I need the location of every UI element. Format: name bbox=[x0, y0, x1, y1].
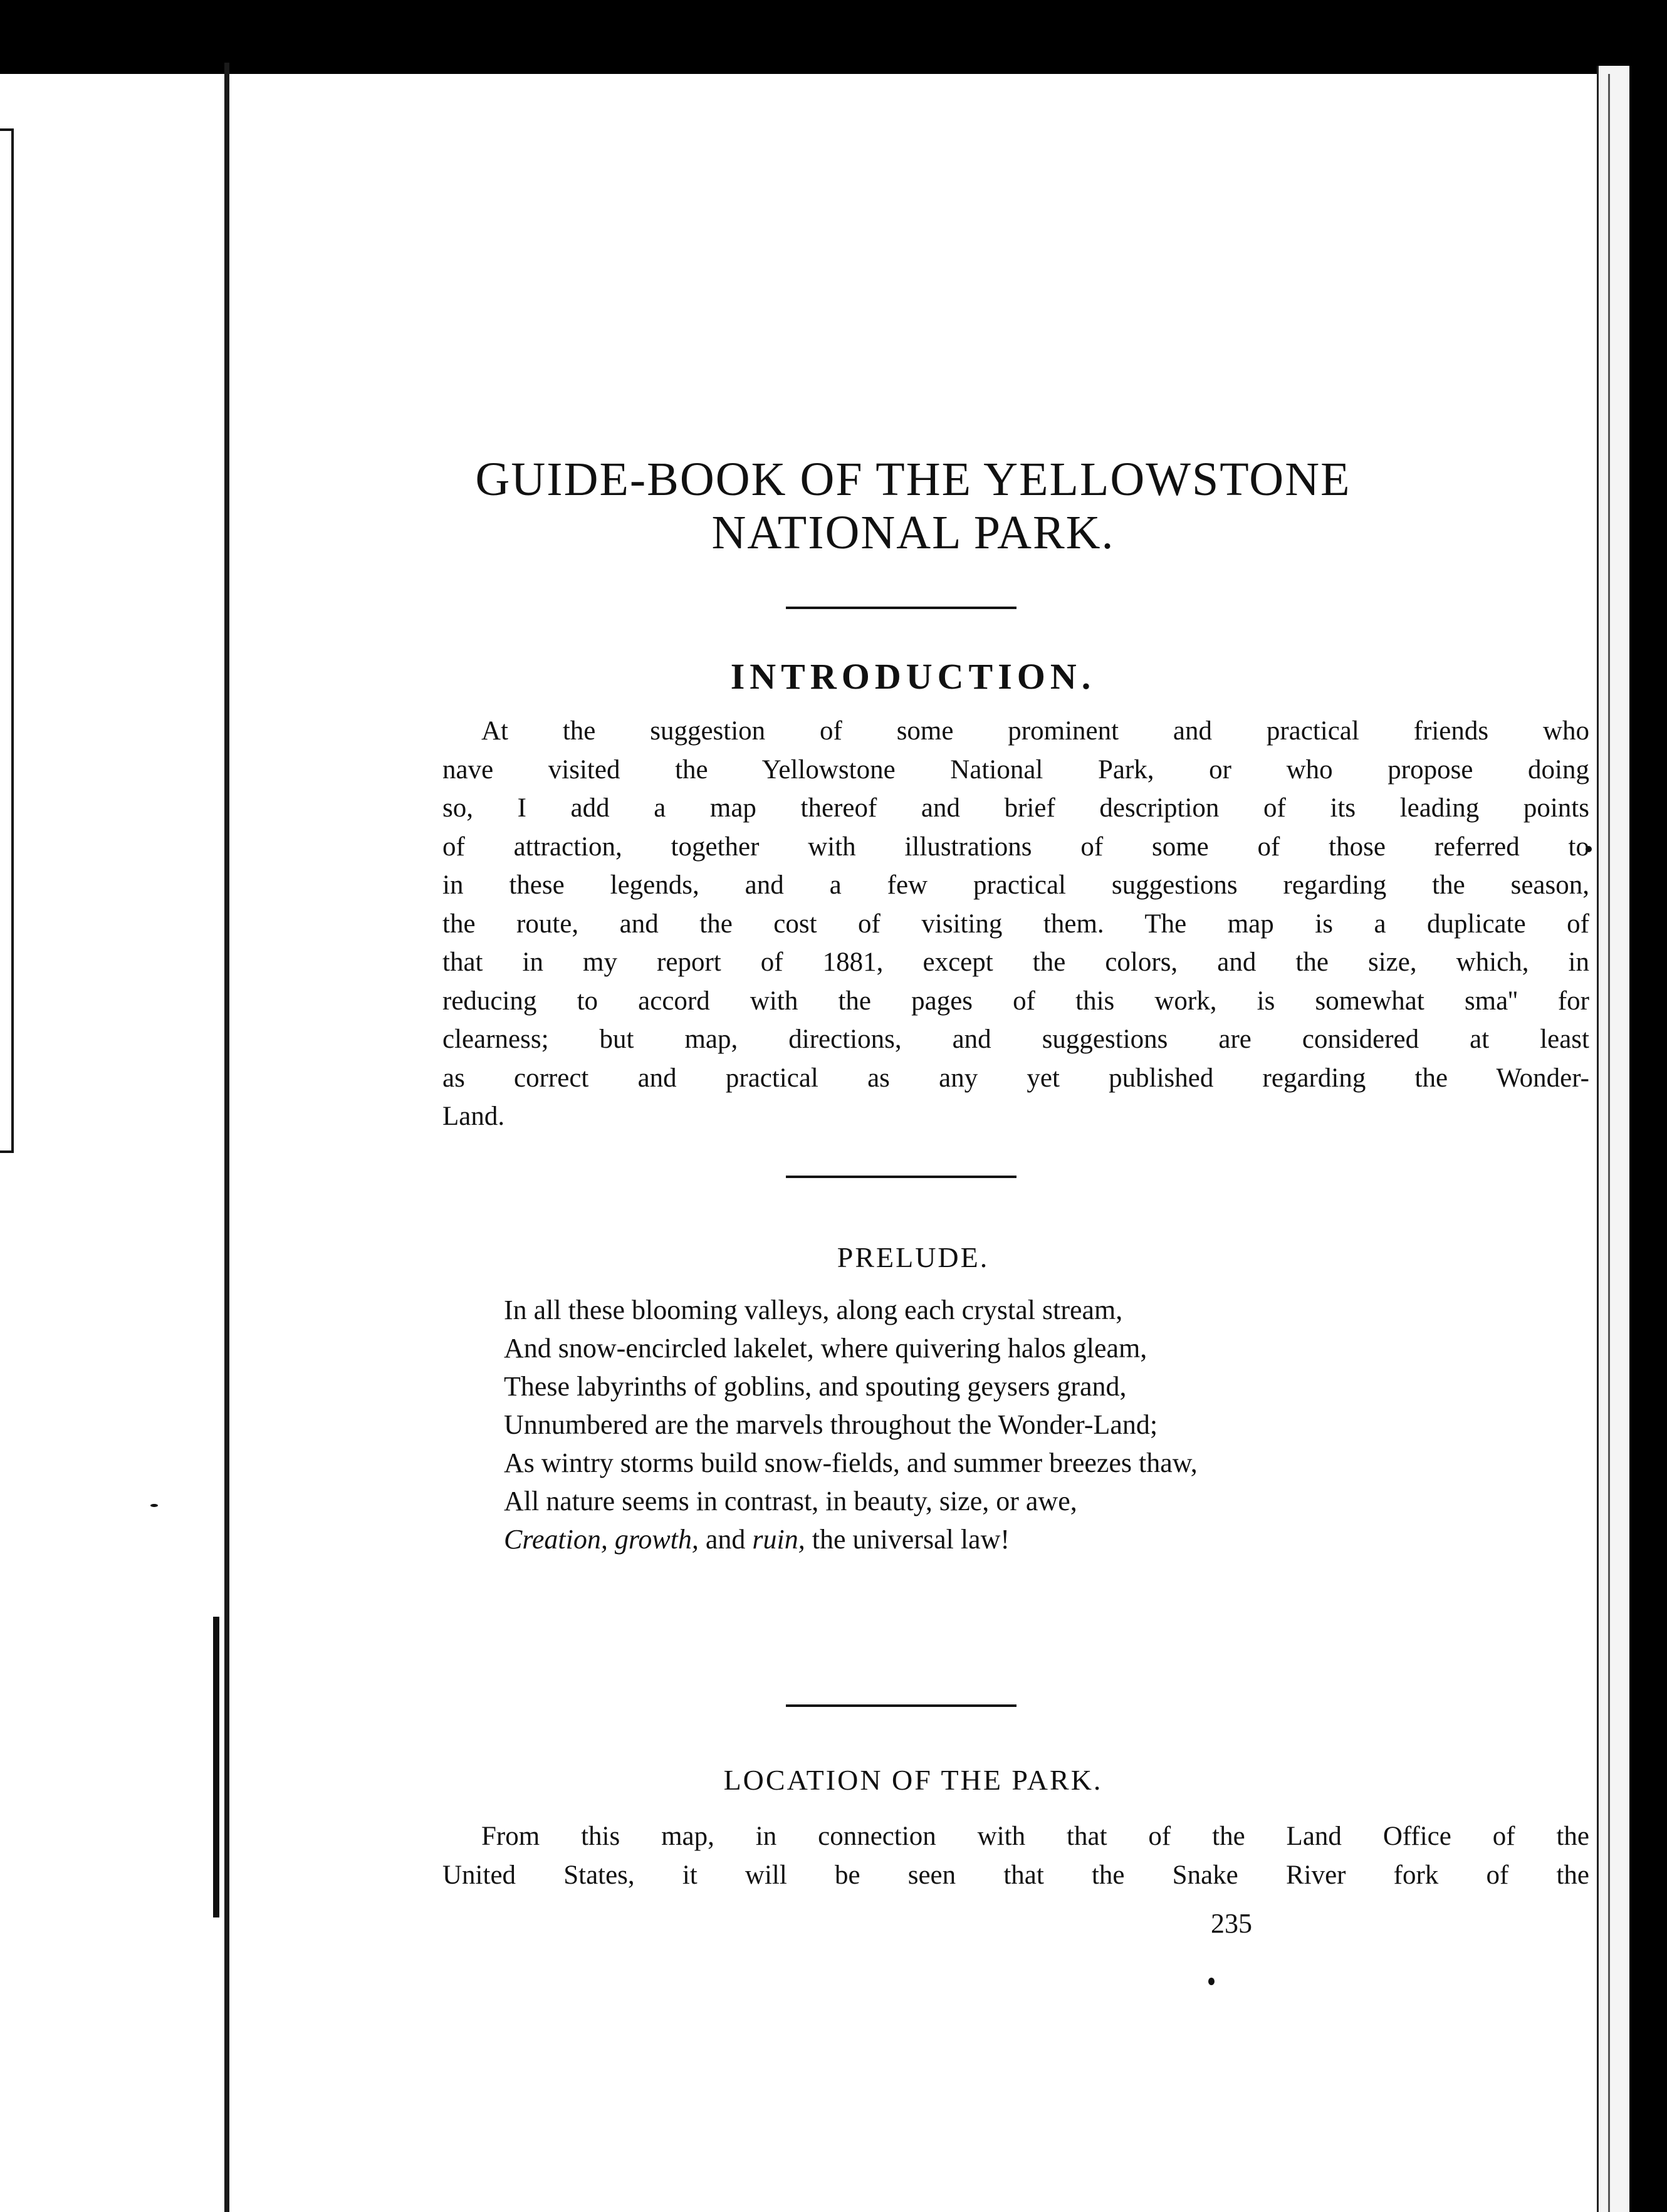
page-edge-line bbox=[1608, 74, 1610, 2212]
introduction-line: nave visited the Yellowstone National Park, or who propose doing bbox=[442, 754, 1589, 785]
introduction-paragraph bbox=[442, 712, 1589, 1136]
location-line: United States, it will be seen that the Snake River fork of the bbox=[442, 1860, 1589, 1890]
poem-line: In all these blooming valleys, along each crystal stream, bbox=[504, 1295, 1123, 1325]
divider-rule-3 bbox=[786, 1704, 1016, 1707]
book-page bbox=[229, 74, 1597, 2212]
prelude-poem bbox=[504, 1291, 1569, 1558]
introduction-line: in these legends, and a few practical suggestions regarding the season, bbox=[442, 870, 1589, 900]
introduction-line: the route, and the cost of visiting them. The map is a duplicate of bbox=[442, 909, 1589, 939]
scan-right-border bbox=[1629, 74, 1667, 2212]
poem-line: Unnumbered are the marvels throughout the Wonder-Land; bbox=[504, 1409, 1158, 1440]
location-line: From this map, in connection with that of the Land Office of the bbox=[481, 1822, 1589, 1851]
location-paragraph bbox=[442, 1817, 1589, 1894]
gutter-binding-mark bbox=[213, 1617, 227, 1917]
introduction-line: Land. bbox=[442, 1102, 505, 1131]
poem-italic-word: growth, bbox=[614, 1524, 699, 1555]
poem-text: and bbox=[698, 1524, 753, 1555]
introduction-line: reducing to accord with the pages of this work, is somewhat sma'' for bbox=[442, 986, 1589, 1016]
introduction-line: as correct and practical as any yet published regarding the Wonder- bbox=[442, 1063, 1589, 1093]
scan-top-border bbox=[0, 0, 1667, 74]
poem-text: the universal law! bbox=[805, 1524, 1010, 1555]
poem-line: These labyrinths of goblins, and spouting geysers grand, bbox=[504, 1371, 1127, 1402]
ink-speck bbox=[150, 1504, 158, 1507]
introduction-heading: INTRODUCTION. bbox=[730, 656, 1096, 697]
facing-page-frame bbox=[0, 128, 14, 1153]
introduction-line: of attraction, together with illustrations of some of those referred to bbox=[442, 832, 1589, 862]
page-fore-edge bbox=[1597, 66, 1629, 2212]
divider-rule-1 bbox=[786, 607, 1016, 609]
introduction-line: that in my report of 1881, except the colors, and the size, which, in bbox=[442, 947, 1589, 977]
introduction-line: so, I add a map thereof and brief description of its leading points bbox=[442, 793, 1589, 823]
page-number: 235 bbox=[1211, 1908, 1252, 1939]
book-title-line-1: GUIDE-BOOK OF THE YELLOWSTONE bbox=[475, 453, 1351, 506]
poem-italic-word: Creation, bbox=[504, 1524, 608, 1555]
divider-rule-2 bbox=[786, 1176, 1016, 1178]
poem-italic-word: ruin, bbox=[752, 1524, 805, 1555]
poem-line: And snow-encircled lakelet, where quivering halos gleam, bbox=[504, 1333, 1147, 1364]
poem-line bbox=[504, 1520, 1569, 1558]
poem-line: As wintry storms build snow-fields, and summer breezes thaw, bbox=[504, 1448, 1198, 1478]
introduction-line: clearness; but map, directions, and suggestions are considered at least bbox=[442, 1025, 1589, 1054]
location-heading: LOCATION OF THE PARK. bbox=[723, 1764, 1103, 1796]
poem-line: All nature seems in contrast, in beauty, size, or awe, bbox=[504, 1486, 1077, 1516]
introduction-line: At the suggestion of some prominent and practical friends who bbox=[481, 716, 1589, 746]
book-title-line-2: NATIONAL PARK. bbox=[711, 506, 1115, 559]
prelude-heading: PRELUDE. bbox=[837, 1241, 990, 1273]
facing-page-edge bbox=[0, 74, 227, 2212]
